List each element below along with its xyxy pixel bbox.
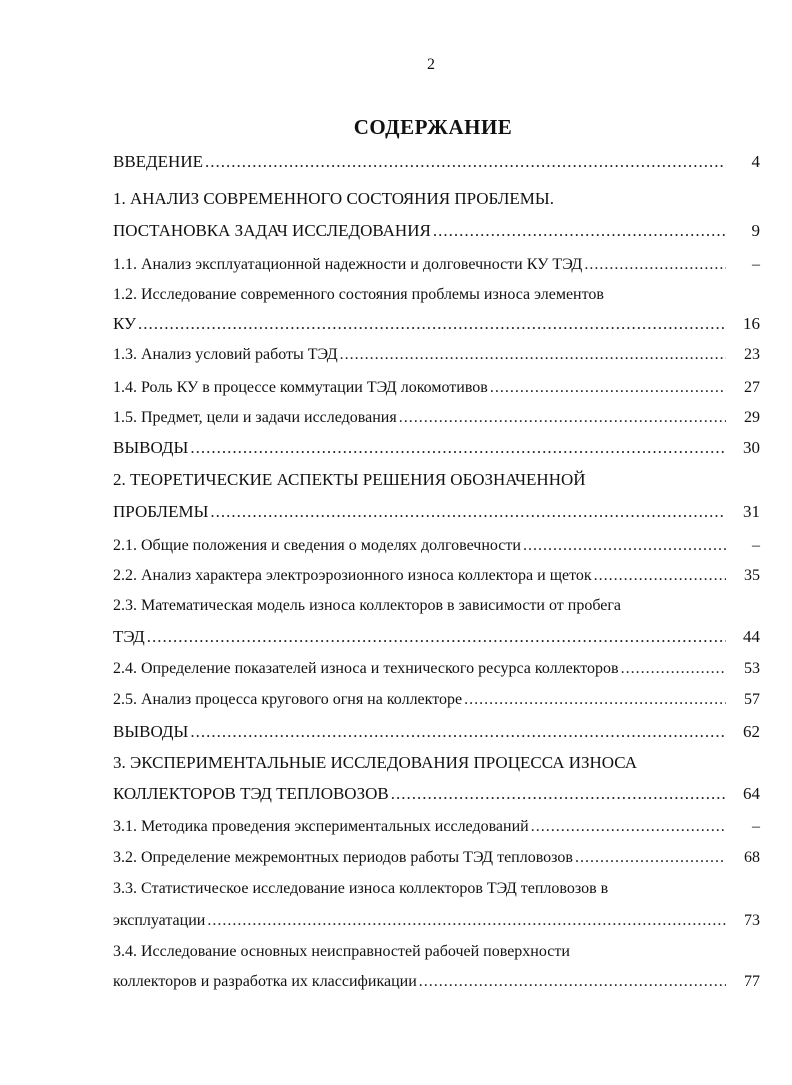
toc-leader-dots	[205, 148, 726, 176]
toc-entry-chapter-3-cont	[113, 780, 760, 808]
toc-entry-text: КОЛЛЕКТОРОВ ТЭД ТЕПЛОВОЗОВ	[113, 784, 389, 803]
toc-entry-page: 44	[743, 627, 760, 646]
toc-leader-dots	[207, 907, 726, 935]
toc-leader-dots	[433, 217, 726, 245]
toc-entry-text: 1. АНАЛИЗ СОВРЕМЕННОГО СОСТОЯНИЯ ПРОБЛЕМЫ.	[113, 189, 554, 208]
toc-leader-dots	[399, 404, 726, 432]
toc-entry-text: коллекторов и разработка их классификации	[113, 973, 417, 990]
toc-entry-2-5	[113, 686, 760, 714]
toc-entry-3-2	[113, 844, 760, 872]
toc-leader-dots	[464, 686, 726, 714]
toc-entry-page: 4	[751, 152, 760, 171]
toc-entry-page: –	[752, 537, 760, 554]
page-number: 2	[427, 56, 435, 73]
toc-entry-2-4	[113, 655, 760, 683]
toc-leader-dots	[340, 341, 726, 369]
toc-entry-text: 1.5. Предмет, цели и задачи исследования	[113, 409, 397, 426]
toc-leader-dots	[419, 968, 726, 996]
toc-entry-1-2	[113, 281, 723, 309]
toc-entry-2-2	[113, 562, 760, 590]
toc-entry-page: 68	[744, 849, 760, 866]
toc-entry-text: 2.3. Математическая модель износа коллекторов в зависимости от пробега	[113, 597, 622, 614]
toc-entry-page: 35	[744, 567, 760, 584]
toc-entry-1-5	[113, 404, 760, 432]
toc-entry-3-4	[113, 938, 723, 966]
toc-entry-page: 64	[743, 784, 760, 803]
toc-leader-dots	[147, 623, 726, 651]
toc-leader-dots	[594, 562, 726, 590]
toc-entry-text: ВЫВОДЫ	[113, 438, 189, 457]
toc-entry-page: 77	[744, 973, 760, 990]
toc-entry-2-3-cont	[113, 623, 760, 651]
toc-entry-text: 2.5. Анализ процесса кругового огня на коллекторе	[113, 691, 463, 708]
toc-entry-3-4-cont	[113, 968, 760, 996]
toc-entry-page: 73	[744, 912, 760, 929]
toc-entry-text: ВВЕДЕНИЕ	[113, 152, 203, 171]
toc-entry-1-4	[113, 374, 760, 402]
toc-entry-page: 16	[743, 314, 760, 333]
toc-leader-dots	[190, 434, 726, 462]
toc-leader-dots	[584, 251, 726, 279]
toc-entry-page: 62	[743, 722, 760, 741]
toc-entry-3-3	[113, 875, 723, 903]
toc-entry-chapter-2	[113, 466, 723, 494]
toc-leader-dots	[490, 374, 726, 402]
toc-entry-3-3-cont	[113, 907, 760, 935]
toc-entry-introduction	[113, 148, 760, 176]
toc-entry-2-3	[113, 592, 723, 620]
toc-entry-conclusions-2	[113, 718, 760, 746]
toc-entry-text: ПОСТАНОВКА ЗАДАЧ ИССЛЕДОВАНИЯ	[113, 221, 431, 240]
toc-leader-dots	[575, 844, 726, 872]
toc-entry-chapter-2-cont	[113, 498, 760, 526]
toc-entry-text: 3.1. Методика проведения экспериментальных исследований	[113, 818, 529, 835]
toc-entry-text: 3.3. Статистическое исследование износа коллекторов ТЭД тепловозов в	[113, 880, 609, 897]
toc-entry-text: 2.4. Определение показателей износа и технического ресурса коллекторов	[113, 660, 619, 677]
toc-leader-dots	[190, 718, 726, 746]
toc-entry-text: эксплуатации	[113, 912, 206, 929]
toc-entry-page: 23	[744, 346, 760, 363]
toc-entry-conclusions-1	[113, 434, 760, 462]
toc-entry-text: 1.2. Исследование современного состояния проблемы износа элементов	[113, 286, 604, 303]
toc-entry-text: 1.4. Роль КУ в процессе коммутации ТЭД локомотивов	[113, 379, 488, 396]
toc-leader-dots	[138, 310, 726, 338]
toc-entry-page: 29	[744, 409, 760, 426]
toc-entry-text: ВЫВОДЫ	[113, 722, 189, 741]
toc-leader-dots	[621, 655, 726, 683]
toc-entry-3-1	[113, 813, 760, 841]
toc-entry-1-1	[113, 251, 760, 279]
toc-entry-text: 1.1. Анализ эксплуатационной надежности и долговечности КУ ТЭД	[113, 256, 583, 273]
toc-entry-text: 3.4. Исследование основных неисправностей рабочей поверхности	[113, 943, 570, 960]
toc-entry-1-3	[113, 341, 760, 369]
toc-entry-text: 2. ТЕОРЕТИЧЕСКИЕ АСПЕКТЫ РЕШЕНИЯ ОБОЗНАЧЕННОЙ	[113, 470, 586, 489]
toc-entry-page: 31	[743, 502, 760, 521]
toc-entry-page: 53	[744, 660, 760, 677]
toc-entry-text: 2.2. Анализ характера электроэрозионного износа коллектора и щеток	[113, 567, 592, 584]
toc-entry-page: –	[752, 818, 760, 835]
toc-entry-page: 57	[744, 691, 760, 708]
toc-leader-dots	[391, 780, 726, 808]
toc-entry-chapter-3	[113, 749, 723, 777]
toc-leader-dots	[210, 498, 726, 526]
toc-entry-text: 2.1. Общие положения и сведения о моделях долговечности	[113, 537, 521, 554]
toc-entry-text: КУ	[113, 314, 137, 333]
toc-title: СОДЕРЖАНИЕ	[353, 115, 513, 139]
toc-entry-chapter-1-cont	[113, 217, 760, 245]
toc-leader-dots	[531, 813, 726, 841]
toc-entry-page: 27	[744, 379, 760, 396]
toc-entry-page: 30	[743, 438, 760, 457]
toc-entry-text: 1.3. Анализ условий работы ТЭД	[113, 346, 338, 363]
toc-entry-text: 3.2. Определение межремонтных периодов работы ТЭД тепловозов	[113, 849, 573, 866]
toc-entry-page: –	[752, 256, 760, 273]
toc-entry-text: ПРОБЛЕМЫ	[113, 502, 209, 521]
toc-entry-2-1	[113, 532, 760, 560]
toc-entry-text: 3. ЭКСПЕРИМЕНТАЛЬНЫЕ ИССЛЕДОВАНИЯ ПРОЦЕССА ИЗНОСА	[113, 753, 638, 772]
toc-entry-1-2-cont	[113, 310, 760, 338]
toc-entry-text: ТЭД	[113, 627, 145, 646]
toc-entry-chapter-1	[113, 185, 723, 213]
toc-entry-page: 9	[751, 221, 760, 240]
toc-leader-dots	[523, 532, 726, 560]
